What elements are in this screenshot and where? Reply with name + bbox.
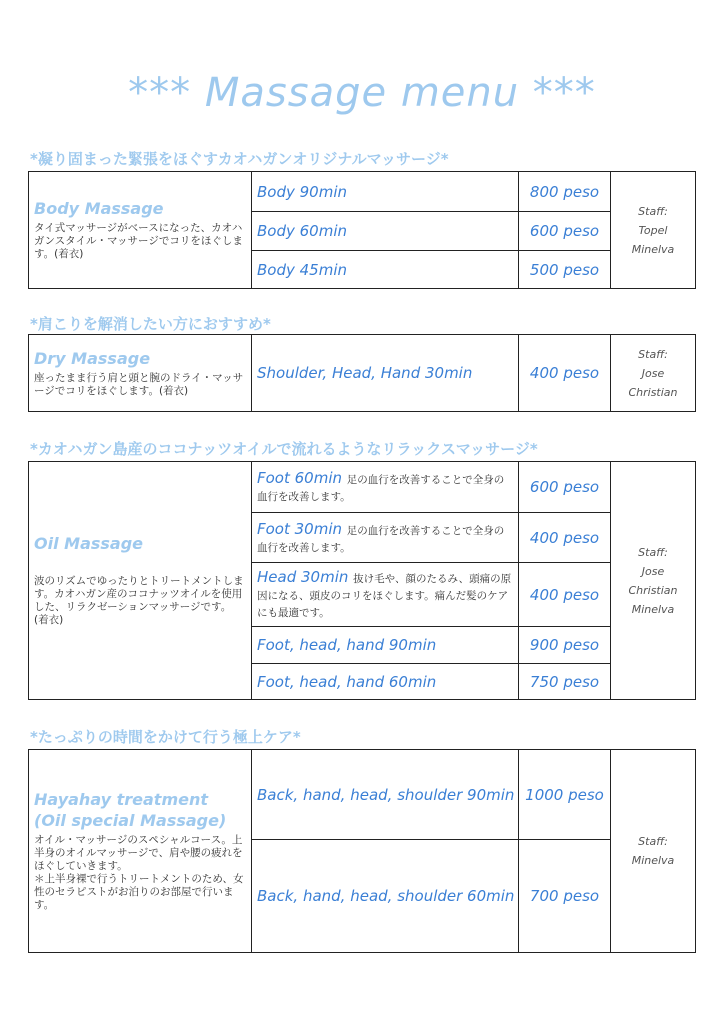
option-note: 抜け毛や、顔のたるみ、頭痛の原因になる、頭皮のコリをほぐします。痛んだ髪のケアにも最適です。 (257, 573, 512, 619)
option-price: 400 peso (519, 335, 611, 412)
service-cell (29, 335, 252, 412)
staff-cell (611, 335, 696, 412)
staff-cell (611, 462, 696, 700)
service-note: ＊上半身裸で行うトリートメントのため、女性のセラピストがお泊りのお部屋で行います。 (34, 873, 244, 911)
staff-label: Staff: (638, 347, 668, 361)
staff-name: Minelva (631, 602, 675, 616)
option-label: Body 60min (252, 212, 519, 251)
option-price: 500 peso (519, 251, 611, 289)
service-description: オイル・マッサージのスペシャルコース。上半身のオイルマッサージで、肩や腰の疲れをほぐしていきます。 (34, 834, 243, 872)
service-name: Body Massage (34, 199, 164, 218)
service-description: 座ったまま行う肩と頭と腕のドライ・マッサージでコリをほぐします。(着衣) (34, 371, 244, 397)
option-price: 1000 peso (519, 750, 611, 840)
menu-table-dry (28, 334, 696, 412)
staff-cell (611, 172, 696, 289)
staff-name: Jose (641, 366, 665, 380)
option-label: Foot, head, hand 60min (252, 664, 519, 700)
option-label: Back, hand, head, shoulder 90min (252, 750, 519, 840)
section-heading-dry: *肩こりを解消したい方におすすめ* (30, 315, 271, 333)
option-label: Body 45min (252, 251, 519, 289)
service-description: タイ式マッサージがベースになった、カオハガンスタイル・マッサージでコリをほぐします。(着衣) (34, 222, 243, 260)
option-price: 600 peso (519, 462, 611, 513)
staff-name: Topel (638, 223, 668, 237)
option-price: 400 peso (519, 563, 611, 627)
service-cell (29, 172, 252, 289)
option-label: Head 30min (257, 568, 349, 586)
option-label: Back, hand, head, shoulder 60min (252, 840, 519, 953)
option-cell (252, 563, 519, 627)
option-price: 600 peso (519, 212, 611, 251)
option-note: 足の血行を改善することで全身の血行を改善します。 (257, 524, 505, 554)
option-label: Foot 30min (257, 519, 343, 538)
menu-table-oil (28, 461, 696, 700)
menu-table-hayahay (28, 749, 696, 953)
service-cell (29, 750, 252, 953)
option-price: 750 peso (519, 664, 611, 700)
staff-name: Jose (641, 564, 665, 578)
staff-cell (611, 750, 696, 953)
staff-label: Staff: (638, 835, 668, 848)
option-cell (252, 513, 519, 563)
staff-name: Christian (628, 583, 678, 597)
service-description: 波のリズムでゆったりとトリートメントします。カオハガン産のココナッツオイルを使用した、リラクゼーションマッサージです。 (着衣) (34, 575, 244, 626)
option-label: Body 90min (252, 172, 519, 212)
service-name: Hayahay treatment (34, 790, 209, 809)
service-subname: (Oil special Massage) (34, 811, 227, 830)
section-heading-oil: *カオハガン島産のココナッツオイルで流れるようなリラックスマッサージ* (30, 440, 538, 458)
menu-table-body (28, 171, 696, 289)
option-price: 800 peso (519, 172, 611, 212)
option-label: Shoulder, Head, Hand 30min (252, 335, 519, 412)
service-cell (29, 462, 252, 700)
staff-label: Staff: (638, 204, 668, 218)
staff-name: Christian (628, 385, 678, 399)
option-price: 700 peso (519, 840, 611, 953)
staff-label: Staff: (638, 545, 668, 559)
page-title: *** Massage menu *** (128, 70, 596, 116)
option-price: 900 peso (519, 627, 611, 664)
staff-name: Minelva (631, 242, 675, 256)
section-heading-body: *凝り固まった緊張をほぐすカオハガンオリジナルマッサージ* (30, 150, 449, 168)
section-heading-hayahay: *たっぷりの時間をかけて行う極上ケア* (30, 728, 301, 746)
option-label: Foot 60min (257, 469, 343, 487)
option-cell (252, 462, 519, 513)
service-name: Dry Massage (34, 348, 151, 368)
option-price: 400 peso (519, 513, 611, 563)
option-note: 足の血行を改善することで全身の血行を改善します。 (257, 474, 505, 503)
option-label: Foot, head, hand 90min (252, 627, 519, 664)
service-name: Oil Massage (34, 534, 144, 553)
staff-name: Minelva (631, 854, 675, 867)
